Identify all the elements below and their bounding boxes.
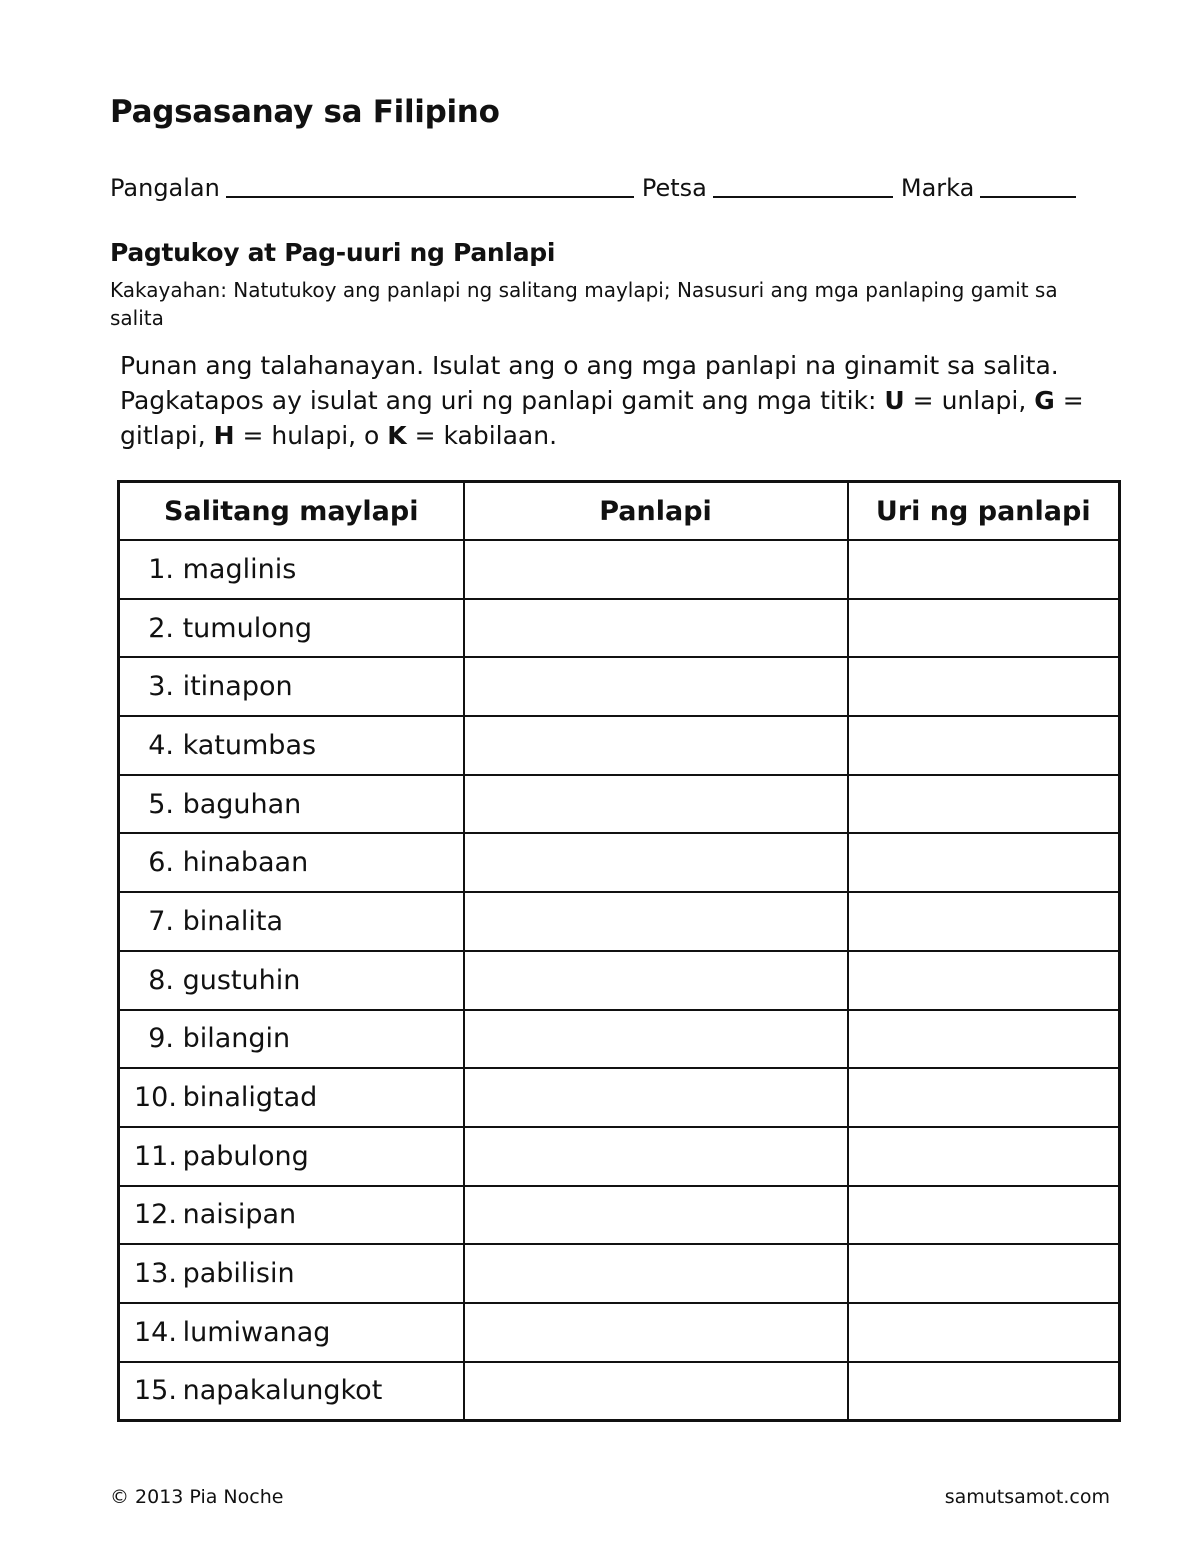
affix-type-answer-cell[interactable]: [848, 833, 1120, 892]
item-word: itinapon: [182, 671, 293, 703]
item-word: binalita: [182, 905, 284, 937]
score-field[interactable]: [980, 174, 1076, 198]
affix-type-answer-cell[interactable]: [848, 716, 1120, 775]
table-row: [119, 1186, 1120, 1245]
affix-answer-cell[interactable]: [464, 1127, 848, 1186]
item-word: maglinis: [182, 553, 297, 585]
item-number: 5.: [148, 788, 174, 820]
affix-answer-cell[interactable]: [464, 599, 848, 658]
affix-answer-cell[interactable]: [464, 540, 848, 599]
affix-type-answer-cell[interactable]: [848, 1362, 1120, 1421]
word-cell: [119, 599, 464, 658]
column-header-word: Salitang maylapi: [119, 482, 464, 541]
table-row: [119, 1244, 1120, 1303]
affix-type-answer-cell[interactable]: [848, 1303, 1120, 1362]
item-word: baguhan: [182, 788, 302, 820]
item-number: 14.: [134, 1316, 177, 1348]
date-field[interactable]: [713, 174, 893, 198]
affix-answer-cell[interactable]: [464, 1362, 848, 1421]
affix-answer-cell[interactable]: [464, 892, 848, 951]
word-cell: [119, 1186, 464, 1245]
affix-type-answer-cell[interactable]: [848, 1010, 1120, 1069]
item-word: katumbas: [182, 729, 317, 761]
affix-type-answer-cell[interactable]: [848, 951, 1120, 1010]
item-word: lumiwanag: [182, 1316, 331, 1348]
competency-text: Kakayahan: Natutukoy ang panlapi ng salitang maylapi; Nasusuri ang mga panlaping gamit sa salita: [110, 278, 1058, 330]
item-word: bilangin: [182, 1023, 291, 1055]
student-info-line: [110, 174, 1120, 202]
affix-answer-cell[interactable]: [464, 1303, 848, 1362]
item-word: tumulong: [182, 612, 312, 644]
word-cell: [119, 1068, 464, 1127]
affix-type-answer-cell[interactable]: [848, 657, 1120, 716]
score-label: Marka: [900, 174, 975, 202]
item-word: binaligtad: [182, 1082, 318, 1114]
word-cell: [119, 657, 464, 716]
item-number: 9.: [148, 1023, 174, 1055]
table-row: [119, 833, 1120, 892]
word-cell: [119, 1127, 464, 1186]
affix-type-answer-cell[interactable]: [848, 1127, 1120, 1186]
affix-type-answer-cell[interactable]: [848, 1186, 1120, 1245]
word-cell: [119, 540, 464, 599]
affix-type-answer-cell[interactable]: [848, 1068, 1120, 1127]
table-row: [119, 716, 1120, 775]
item-word: gustuhin: [182, 964, 301, 996]
affix-answer-cell[interactable]: [464, 951, 848, 1010]
table-row: [119, 540, 1120, 599]
table-row: [119, 1010, 1120, 1069]
word-cell: [119, 833, 464, 892]
table-row: [119, 951, 1120, 1010]
word-cell: [119, 951, 464, 1010]
table-row: [119, 1068, 1120, 1127]
page-title: Pagsasanay sa Filipino: [110, 94, 500, 130]
item-number: 11.: [134, 1140, 177, 1172]
affix-answer-cell[interactable]: [464, 1010, 848, 1069]
affix-type-answer-cell[interactable]: [848, 775, 1120, 834]
affix-answer-cell[interactable]: [464, 657, 848, 716]
table-row: [119, 599, 1120, 658]
item-word: napakalungkot: [182, 1375, 383, 1407]
word-cell: [119, 892, 464, 951]
word-cell: [119, 1362, 464, 1421]
affix-type-answer-cell[interactable]: [848, 892, 1120, 951]
table-row: [119, 775, 1120, 834]
column-header-affix-type: Uri ng panlapi: [848, 482, 1120, 541]
item-number: 15.: [134, 1375, 177, 1407]
instructions: Punan ang talahanayan. Isulat ang o ang mga panlapi na ginamit sa salita. Pagkatapos ay isulat ang uri ng panlapi gamit ang mga titik: U = unlapi, G = gitlapi, H = hulapi, o K = kabilaan.: [120, 351, 1084, 450]
date-label: Petsa: [641, 174, 707, 202]
word-cell: [119, 1010, 464, 1069]
item-number: 7.: [148, 905, 174, 937]
affix-answer-cell[interactable]: [464, 716, 848, 775]
affix-answer-cell[interactable]: [464, 1244, 848, 1303]
name-field[interactable]: [226, 174, 634, 198]
affix-type-answer-cell[interactable]: [848, 1244, 1120, 1303]
item-number: 2.: [148, 612, 174, 644]
item-word: pabilisin: [182, 1258, 295, 1290]
affix-answer-cell[interactable]: [464, 1186, 848, 1245]
site-name: samutsamot.com: [944, 1486, 1110, 1508]
item-number: 3.: [148, 671, 174, 703]
table-row: [119, 1303, 1120, 1362]
answer-table: [117, 480, 1121, 1422]
item-word: pabulong: [182, 1140, 309, 1172]
item-number: 12.: [134, 1199, 177, 1231]
table-row: [119, 1127, 1120, 1186]
table-row: [119, 657, 1120, 716]
item-number: 6.: [148, 847, 174, 879]
section-title: Pagtukoy at Pag-uuri ng Panlapi: [110, 238, 556, 267]
affix-answer-cell[interactable]: [464, 1068, 848, 1127]
word-cell: [119, 716, 464, 775]
item-word: naisipan: [182, 1199, 297, 1231]
item-number: 8.: [148, 964, 174, 996]
word-cell: [119, 775, 464, 834]
column-header-affix: Panlapi: [464, 482, 848, 541]
item-word: hinabaan: [182, 847, 309, 879]
affix-type-answer-cell[interactable]: [848, 599, 1120, 658]
affix-answer-cell[interactable]: [464, 833, 848, 892]
word-cell: [119, 1244, 464, 1303]
name-label: Pangalan: [110, 174, 220, 202]
item-number: 4.: [148, 729, 174, 761]
table-header-row: [119, 482, 1120, 541]
word-cell: [119, 1303, 464, 1362]
copyright-text: © 2013 Pia Noche: [110, 1486, 284, 1508]
affix-type-answer-cell[interactable]: [848, 540, 1120, 599]
item-number: 13.: [134, 1258, 177, 1290]
item-number: 10.: [134, 1082, 177, 1114]
affix-answer-cell[interactable]: [464, 775, 848, 834]
table-row: [119, 1362, 1120, 1421]
item-number: 1.: [148, 553, 174, 585]
table-row: [119, 892, 1120, 951]
